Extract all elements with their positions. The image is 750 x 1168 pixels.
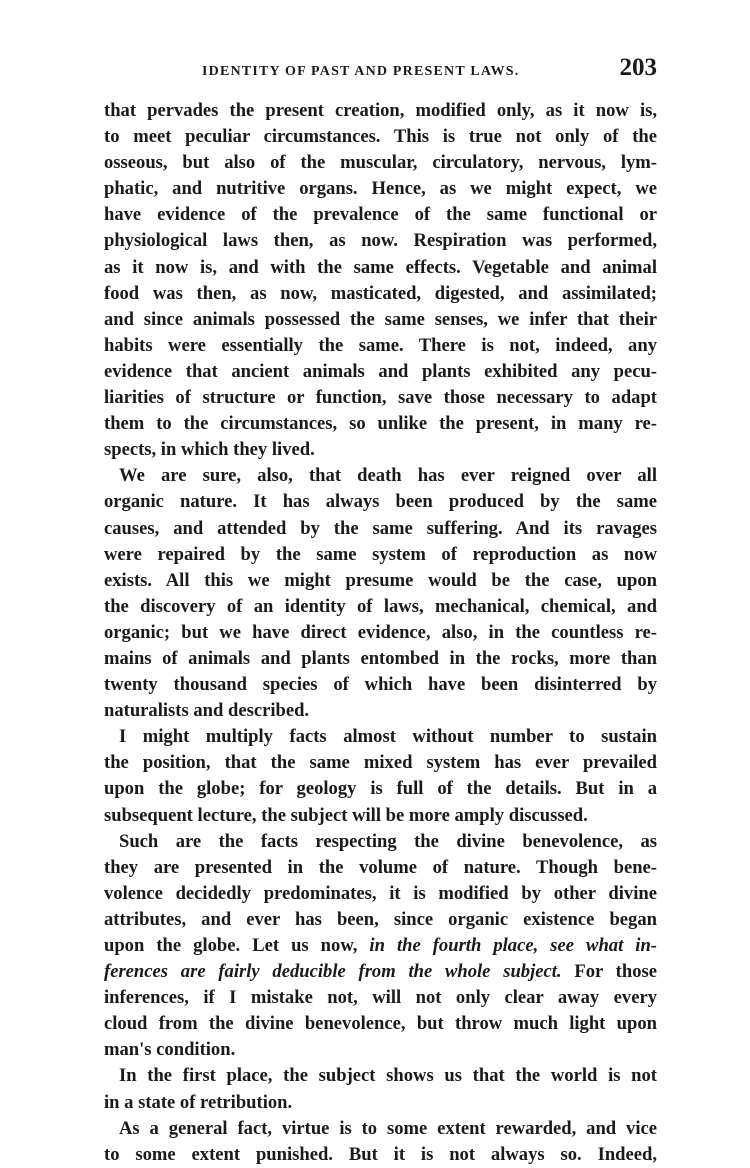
text-line: Such are the facts respecting the divine benevolence, as xyxy=(119,830,657,852)
text-line: phatic, and nutritive organs. Hence, as we might expect, we xyxy=(104,178,657,200)
text-line: We are sure, also, that death has ever reigned over all xyxy=(119,465,657,487)
text-line: and since animals possessed the same senses, we infer that their xyxy=(104,308,657,330)
text-line: they are presented in the volume of nature. Though bene- xyxy=(104,856,657,878)
text-line: that pervades the present creation, modified only, as it now is, xyxy=(104,100,657,121)
text-line: them to the circumstances, so unlike the present, in many re- xyxy=(104,413,657,435)
text-line xyxy=(104,933,657,959)
text-line: in a state of retribution. xyxy=(104,1091,293,1113)
text-line: causes, and attended by the same suffering. And its ravages xyxy=(104,517,657,539)
text-line: the position, that the same mixed system has ever prevailed xyxy=(104,752,657,774)
text-line: osseous, but also of the muscular, circulatory, nervous, lym- xyxy=(104,152,657,174)
text-line: were repaired by the same system of reproduction as now xyxy=(104,543,657,565)
text-line xyxy=(104,959,657,985)
italic-phrase: ferences are fairly deducible from the whole subject. xyxy=(104,961,562,983)
text-line: man's condition. xyxy=(104,1039,236,1061)
text-line: to some extent punished. But it is not always so. Indeed, xyxy=(104,1143,657,1165)
text-line: naturalists and described. xyxy=(104,700,310,722)
running-head xyxy=(104,54,657,90)
text-line: as it now is, and with the same effects. Vegetable and animal xyxy=(104,256,657,278)
text-line: liarities of structure or function, save those necessary to adapt xyxy=(104,387,657,409)
running-title: IDENTITY OF PAST AND PRESENT LAWS. xyxy=(202,64,520,79)
text-line: upon the globe; for geology is full of the details. But in a xyxy=(104,778,657,800)
text-line: In the first place, the subject shows us that the world is not xyxy=(119,1065,657,1087)
body-text xyxy=(104,98,657,1168)
text-line: inferences, if I mistake not, will not only clear away every xyxy=(104,987,657,1009)
text-line: have evidence of the prevalence of the same functional or xyxy=(104,204,657,226)
text-line: the discovery of an identity of laws, mechanical, chemical, and xyxy=(104,595,657,617)
text-line: attributes, and ever has been, since organic existence began xyxy=(104,908,657,930)
text-line: spects, in which they lived. xyxy=(104,439,315,461)
text-run: For those xyxy=(561,961,658,983)
text-line: I might multiply facts almost without number to sustain xyxy=(119,726,657,748)
italic-phrase: in the fourth place, see what in- xyxy=(369,935,657,956)
page-number: 203 xyxy=(619,54,657,81)
text-line: to meet peculiar circumstances. This is true not only of the xyxy=(104,126,657,148)
text-line: habits were essentially the same. There is not, indeed, any xyxy=(104,334,657,356)
text-line: organic nature. It has always been produced by the same xyxy=(104,491,657,513)
text-line: organic; but we have direct evidence, also, in the countless re- xyxy=(104,621,657,643)
text-line: As a general fact, virtue is to some extent rewarded, and vice xyxy=(119,1117,657,1139)
text-line: cloud from the divine benevolence, but throw much light upon xyxy=(104,1013,657,1035)
book-page xyxy=(104,54,657,1168)
text-line: exists. All this we might presume would be the case, upon xyxy=(104,569,657,591)
text-line: physiological laws then, as now. Respiration was performed, xyxy=(104,230,657,252)
text-line: evidence that ancient animals and plants exhibited any pecu- xyxy=(104,360,657,382)
text-line: mains of animals and plants entombed in the rocks, more than xyxy=(104,647,657,669)
text-line: subsequent lecture, the subject will be more amply discussed. xyxy=(104,804,588,826)
text-line: twenty thousand species of which have been disinterred by xyxy=(104,674,657,696)
text-line: volence decidedly predominates, it is modified by other divine xyxy=(104,882,657,904)
text-line: food was then, as now, masticated, digested, and assimilated; xyxy=(104,282,657,304)
text-run: upon the globe. Let us now, xyxy=(104,935,370,956)
